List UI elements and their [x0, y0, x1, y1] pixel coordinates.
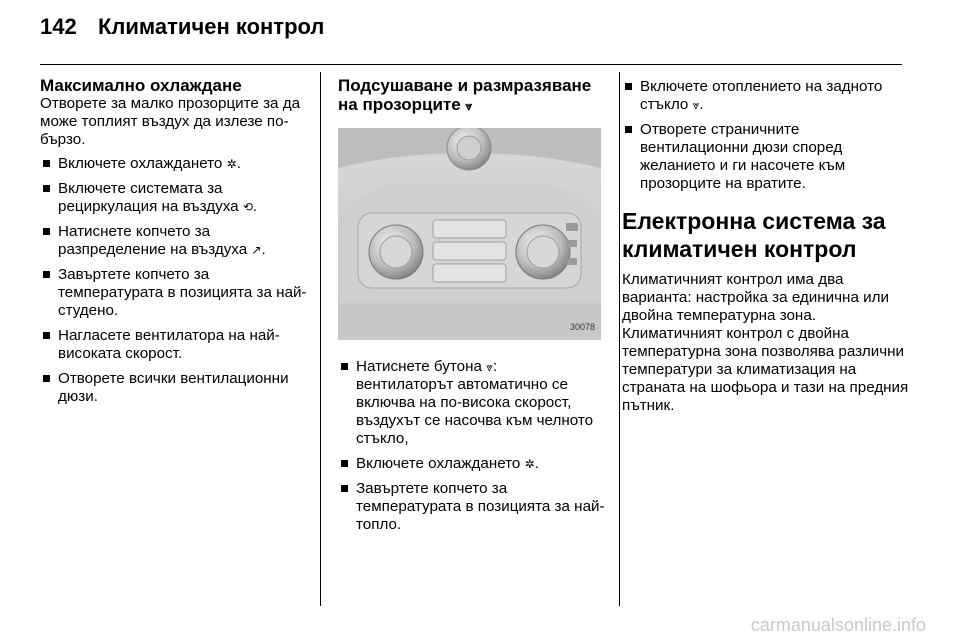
- list-item: Включете системата за рециркулация на въздуха ⟲.: [40, 180, 310, 216]
- list-item: Нагласете вентилатора на най-високата скорост.: [40, 327, 310, 363]
- windscreen-defrost-icon: ⩔: [486, 360, 493, 374]
- column-max-cooling: [40, 76, 310, 413]
- list-item: Натиснете бутона ⩔: вентилаторът автоматично се включва на по-висока скорост, въздухът се насочва към челното стъкло,: [338, 358, 610, 448]
- list-item: Завъртете копчето за температурата в позицията за най-топло.: [338, 480, 610, 534]
- figure-number: 30078: [569, 322, 595, 332]
- list-item: Включете отоплението на задното стъкло ⩔.: [622, 78, 910, 114]
- section-heading: Максимално охлаждане: [40, 76, 242, 95]
- intro-paragraph: Отворете за малко прозорците за да може топлият въздух да излезе по-бързо.: [40, 95, 301, 148]
- list-item: Включете охлаждането ✲.: [40, 155, 310, 173]
- body-paragraph: Климатичният контрол има два варианта: настройка за единична или двойна температурна зона. Климатичният контрол с двойна температурна зона позволява различни температури за климатизация на страната на шофьора и тази на предния пътник.: [622, 271, 909, 414]
- climate-panel-figure: [338, 128, 601, 340]
- column-divider: [320, 72, 321, 606]
- snowflake-icon: ✲: [226, 157, 237, 171]
- list-item: Отворете всички вентилационни дюзи.: [40, 370, 310, 406]
- snowflake-icon: ✲: [524, 457, 535, 471]
- instruction-list: [338, 358, 610, 534]
- climate-panel-photo: [338, 128, 601, 340]
- list-item: Завъртете копчето за температурата в позицията за най-студено.: [40, 266, 310, 320]
- column-divider: [619, 72, 620, 606]
- instruction-list: [40, 155, 310, 406]
- list-item: Включете охлаждането ✲.: [338, 455, 610, 473]
- page-number: 142: [40, 14, 77, 39]
- page-header: [40, 14, 324, 46]
- rear-window-heating-icon: ⩔: [692, 98, 700, 112]
- list-item: Отворете страничните вентилационни дюзи според желанието и ги насочете към прозорците на вратите.: [622, 121, 910, 193]
- section-heading: Подсушаване и размразяване на прозорците ⩔: [338, 76, 592, 114]
- page-title: Климатичен контрол: [98, 14, 325, 39]
- windscreen-defrost-icon: ⩔: [465, 99, 473, 113]
- watermark: carmanualsonline.info: [750, 615, 926, 635]
- air-distribution-icon: ↗: [251, 243, 262, 257]
- recirculation-icon: ⟲: [242, 200, 253, 214]
- column-defrost: [338, 76, 610, 541]
- list-item: Натиснете копчето за разпределение на въздуха ↗.: [40, 223, 310, 259]
- instruction-list: [622, 78, 910, 193]
- section-heading: Електронна система за климатичен контрол: [622, 208, 886, 262]
- column-electronic-climate: [622, 76, 910, 415]
- header-rule: [40, 64, 902, 65]
